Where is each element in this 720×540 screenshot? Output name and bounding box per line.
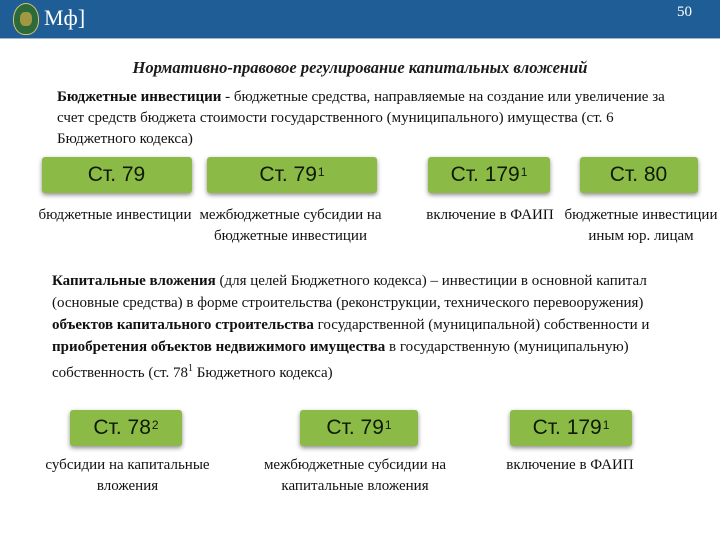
article-179-1-box: Ст. 179 $^1$ (428, 157, 550, 193)
article-179-1-box-row2: Ст. 179 $^1$ (510, 410, 632, 446)
caption-article-79-1-row2: межбюджетные субсидии на капитальные вложения (263, 457, 447, 494)
header-bar (0, 0, 720, 38)
ministry-logo: Мф] (44, 5, 86, 30)
slide-title: Нормативно-правовое регулирование капитальных вложений (132, 58, 588, 77)
article-80-box: Ст. 80 (580, 157, 698, 193)
caption-article-179-1: включение в ФАИП (426, 207, 554, 223)
caption-article-79: бюджетные инвестиции (38, 207, 192, 223)
caption-article-80: бюджетные инвестиции иным юр. лицам (564, 207, 718, 244)
header-divider (0, 38, 720, 39)
slide-number: 50 (677, 4, 692, 20)
capital-investments-definition: Капитальные вложения (для целей Бюджетного кодекса) – инвестиции в основной капитал (основные средства) в форме строительства (реконструкции, технического перевооружения) объектов капитального строительства государственной (муниципальной) собственности и приобретения объектов недвижимого имущества в государственную (муниципальную) собственность (ст. $78^1$ Бюджетного кодекса) (52, 273, 650, 381)
caption-article-79-1: межбюджетные субсидии на бюджетные инвестиции (199, 207, 382, 244)
budget-investments-definition (57, 87, 667, 150)
article-79-box: Ст. 79 (42, 157, 192, 193)
term-budget-investments: Бюджетные инвестиции (57, 89, 222, 105)
article-79-1-box: Ст. 79 $^1$ (207, 157, 377, 193)
caption-article-179-1-row2: включение в ФАИП (506, 457, 634, 473)
emblem-icon (13, 3, 39, 35)
definition-text: - бюджетные средства, направляемые на создание или увеличение за счет средств бюджета стоимости государственного (муниципального) имущества (ст. 6 Бюджетного кодекса) (57, 89, 665, 147)
article-78-2-box: Ст. 78 $^2$ (70, 410, 182, 446)
article-79-1-box-row2: Ст. 79 $^1$ (300, 410, 418, 446)
term-capital-investments: Капитальные вложения (52, 273, 216, 289)
caption-article-78-2: субсидии на капитальные вложения (45, 457, 210, 494)
